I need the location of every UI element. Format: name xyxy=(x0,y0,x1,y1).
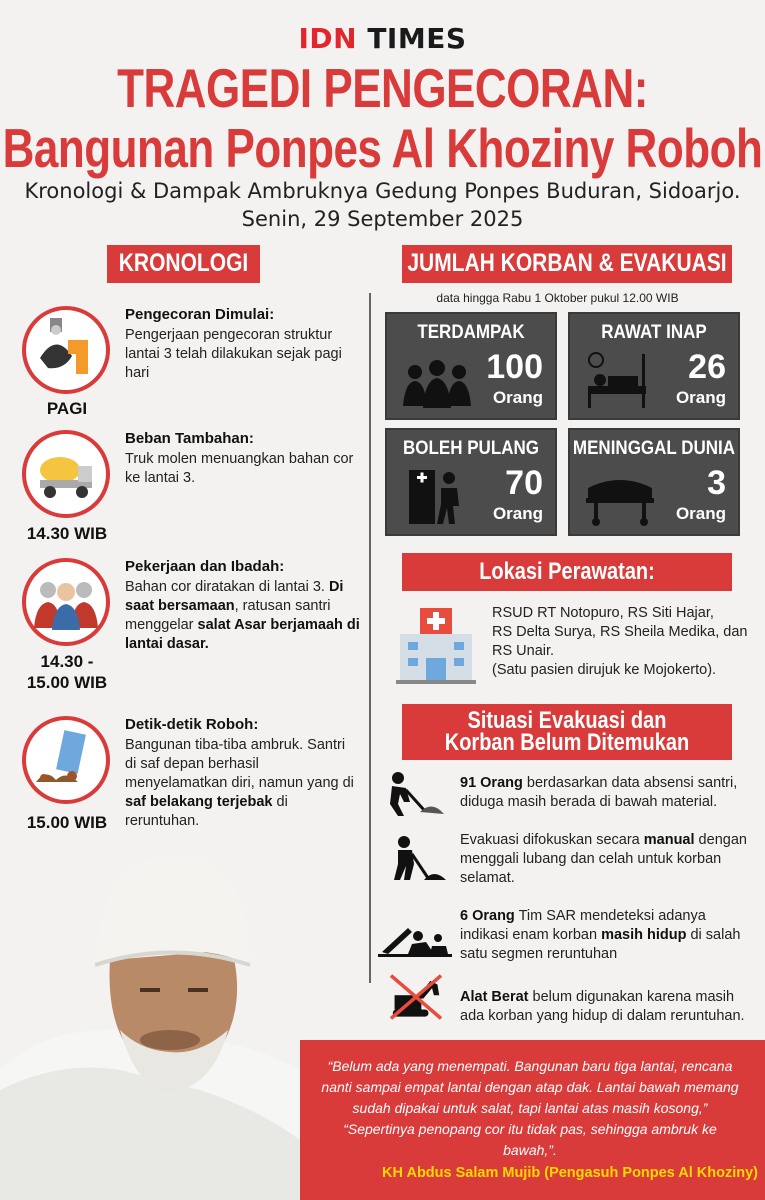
stat-value: 3 xyxy=(707,464,726,502)
stat-boleh-pulang xyxy=(385,428,557,536)
stat-label: BOLEH PULANG xyxy=(403,436,539,459)
building-collapse-icon xyxy=(22,716,110,804)
crowd-icon xyxy=(399,350,475,412)
lokasi-line: RS Unair. xyxy=(492,643,555,659)
stat-terdampak xyxy=(385,312,557,420)
evakuasi-bold: masih hidup xyxy=(601,927,687,943)
evakuasi-text: Evakuasi difokuskan secara xyxy=(460,832,644,848)
kronologi-text-bold: saf belakang terjebak xyxy=(125,794,273,810)
people-group-icon xyxy=(22,558,110,646)
stat-label: TERDAMPAK xyxy=(417,320,525,343)
evakuasi-bold: manual xyxy=(643,832,695,848)
lokasi-line: (Satu pasien dirujuk ke Mojokerto). xyxy=(492,662,717,678)
kronologi-time xyxy=(22,651,112,693)
brand-times: TIMES xyxy=(367,22,467,55)
kronologi-head: Pekerjaan dan Ibadah: xyxy=(125,558,285,575)
kronologi-text-part: Bahan cor diratakan di lantai 3. xyxy=(125,579,325,595)
evakuasi-item xyxy=(460,831,755,888)
korban-heading xyxy=(402,245,732,283)
kronologi-text-part: , ratusan santri menggelar xyxy=(125,598,331,633)
page-date: Senin, 29 September 2025 xyxy=(241,207,524,231)
evakuasi-bold: 91 Orang xyxy=(460,775,523,791)
page-subtitle: Kronologi & Dampak Ambruknya Gedung Ponpes Buduran, Sidoarjo. xyxy=(24,179,741,203)
kronologi-head: Detik-detik Roboh: xyxy=(125,716,259,733)
kronologi-time-line1: 14.30 - xyxy=(40,652,94,671)
kronologi-item-pagi xyxy=(22,306,362,416)
kronologi-text-bold: salat Asar berjamaah di lantai dasar. xyxy=(125,617,360,652)
no-excavator-icon xyxy=(384,972,448,1022)
stat-unit: Orang xyxy=(675,504,726,523)
concrete-pour-icon xyxy=(22,306,110,394)
stat-unit: Orang xyxy=(492,388,543,407)
data-note: data hingga Rabu 1 Oktober pukul 12.00 WIB xyxy=(436,291,679,305)
lokasi-line: RSUD RT Notopuro, RS Siti Hajar, xyxy=(492,605,714,621)
evakuasi-text: Tim SAR mendeteksi adanya indikasi enam korban xyxy=(460,908,706,943)
kronologi-heading-label: KRONOLOGI xyxy=(118,249,249,278)
kronologi-time: 15.00 WIB xyxy=(26,813,108,832)
lokasi-text xyxy=(492,604,752,680)
rescue-team-icon xyxy=(378,908,452,958)
shovel-worker-icon xyxy=(384,834,448,884)
evakuasi-item xyxy=(460,907,755,964)
hospital-icon xyxy=(392,604,480,686)
kronologi-time: 14.30 WIB xyxy=(26,524,108,543)
evakuasi-text: belum digunakan karena masih ada korban yang hidup di dalam reruntuhan. xyxy=(460,989,745,1024)
lokasi-heading xyxy=(402,553,732,591)
column-divider xyxy=(369,293,371,983)
hospital-bed-icon xyxy=(582,350,658,412)
korban-heading-label: JUMLAH KORBAN & EVAKUASI xyxy=(407,249,727,278)
kronologi-text xyxy=(125,578,360,654)
stat-meninggal xyxy=(568,428,740,536)
evakuasi-text: berdasarkan data absensi santri, diduga masih berada di bawah material. xyxy=(460,775,738,810)
kronologi-item-1430 xyxy=(22,430,362,543)
evakuasi-item xyxy=(460,988,755,1026)
kronologi-time: PAGI xyxy=(46,399,88,418)
digging-worker-icon xyxy=(384,770,448,820)
evakuasi-heading-line2: Korban Belum Ditemukan xyxy=(444,729,690,757)
stat-value: 100 xyxy=(486,348,543,386)
kronologi-text-bold: Di saat bersamaan xyxy=(125,579,344,614)
kronologi-text-part: di reruntuhan. xyxy=(125,794,288,829)
evakuasi-heading-line1: Situasi Evakuasi dan xyxy=(467,707,667,735)
stat-value: 70 xyxy=(505,464,543,502)
lokasi-line: RS Delta Surya, RS Sheila Medika, dan xyxy=(492,624,748,640)
stat-unit: Orang xyxy=(492,504,543,523)
evakuasi-bold: Alat Berat xyxy=(460,989,529,1005)
kronologi-text: Truk molen menuangkan bahan cor ke lantai 3. xyxy=(125,451,354,486)
stat-label: RAWAT INAP xyxy=(601,320,707,343)
brand-logo xyxy=(0,22,765,55)
kronologi-item-1500 xyxy=(22,716,362,846)
kronologi-heading xyxy=(107,245,260,283)
quote-author: KH Abdus Salam Mujib (Pengasuh Ponpes Al Khoziny) xyxy=(382,1165,758,1181)
stat-value: 26 xyxy=(688,348,726,386)
evakuasi-bold: 6 Orang xyxy=(460,908,515,924)
kronologi-head: Beban Tambahan: xyxy=(125,430,254,447)
evakuasi-text: dengan menggali lubang dan celah untuk korban selamat. xyxy=(460,832,747,886)
kronologi-text xyxy=(125,736,360,831)
evakuasi-item xyxy=(460,774,755,812)
kronologi-item-1430-1500 xyxy=(22,558,362,693)
stat-label: MENINGGAL DUNIA xyxy=(572,436,736,459)
brand-idn: IDN xyxy=(298,22,358,55)
page-title-line1: TRAGEDI PENGECORAN: xyxy=(117,58,648,120)
stat-rawat-inap xyxy=(568,312,740,420)
kronologi-head: Pengecoran Dimulai: xyxy=(125,306,275,323)
kronologi-text-part: Bangunan tiba-tiba ambruk. Santri di saf depan berhasil menyelamatkan diri, namun yang di xyxy=(125,737,354,791)
stretcher-icon xyxy=(582,466,658,528)
page-title-line2: Bangunan Ponpes Al Khoziny Roboh xyxy=(2,118,763,180)
mixer-truck-icon xyxy=(22,430,110,518)
evakuasi-heading xyxy=(402,704,732,760)
evakuasi-text: di salah satu segmen reruntuhan xyxy=(460,927,741,962)
kronologi-text: Pengerjaan pengecoran struktur lantai 3 telah dilakukan sejak pagi hari xyxy=(125,327,342,381)
kronologi-time-line2: 15.00 WIB xyxy=(26,673,108,692)
portrait-photo xyxy=(0,840,345,1200)
discharge-icon xyxy=(399,466,475,528)
quote-text: “Belum ada yang menempati. Bangunan baru tiga lantai, rencana nanti sampai empat lantai dengan atap dak. Lantai bawah memang sudah dipakai untuk salat, tapi lantai atas masih kosong,” “Sepertinya penopang cor itu tidak pas, sehingga ambruk ke bawah,”. xyxy=(321,1058,739,1158)
lokasi-heading-label: Lokasi Perawatan: xyxy=(479,558,655,586)
stat-unit: Orang xyxy=(675,388,726,407)
